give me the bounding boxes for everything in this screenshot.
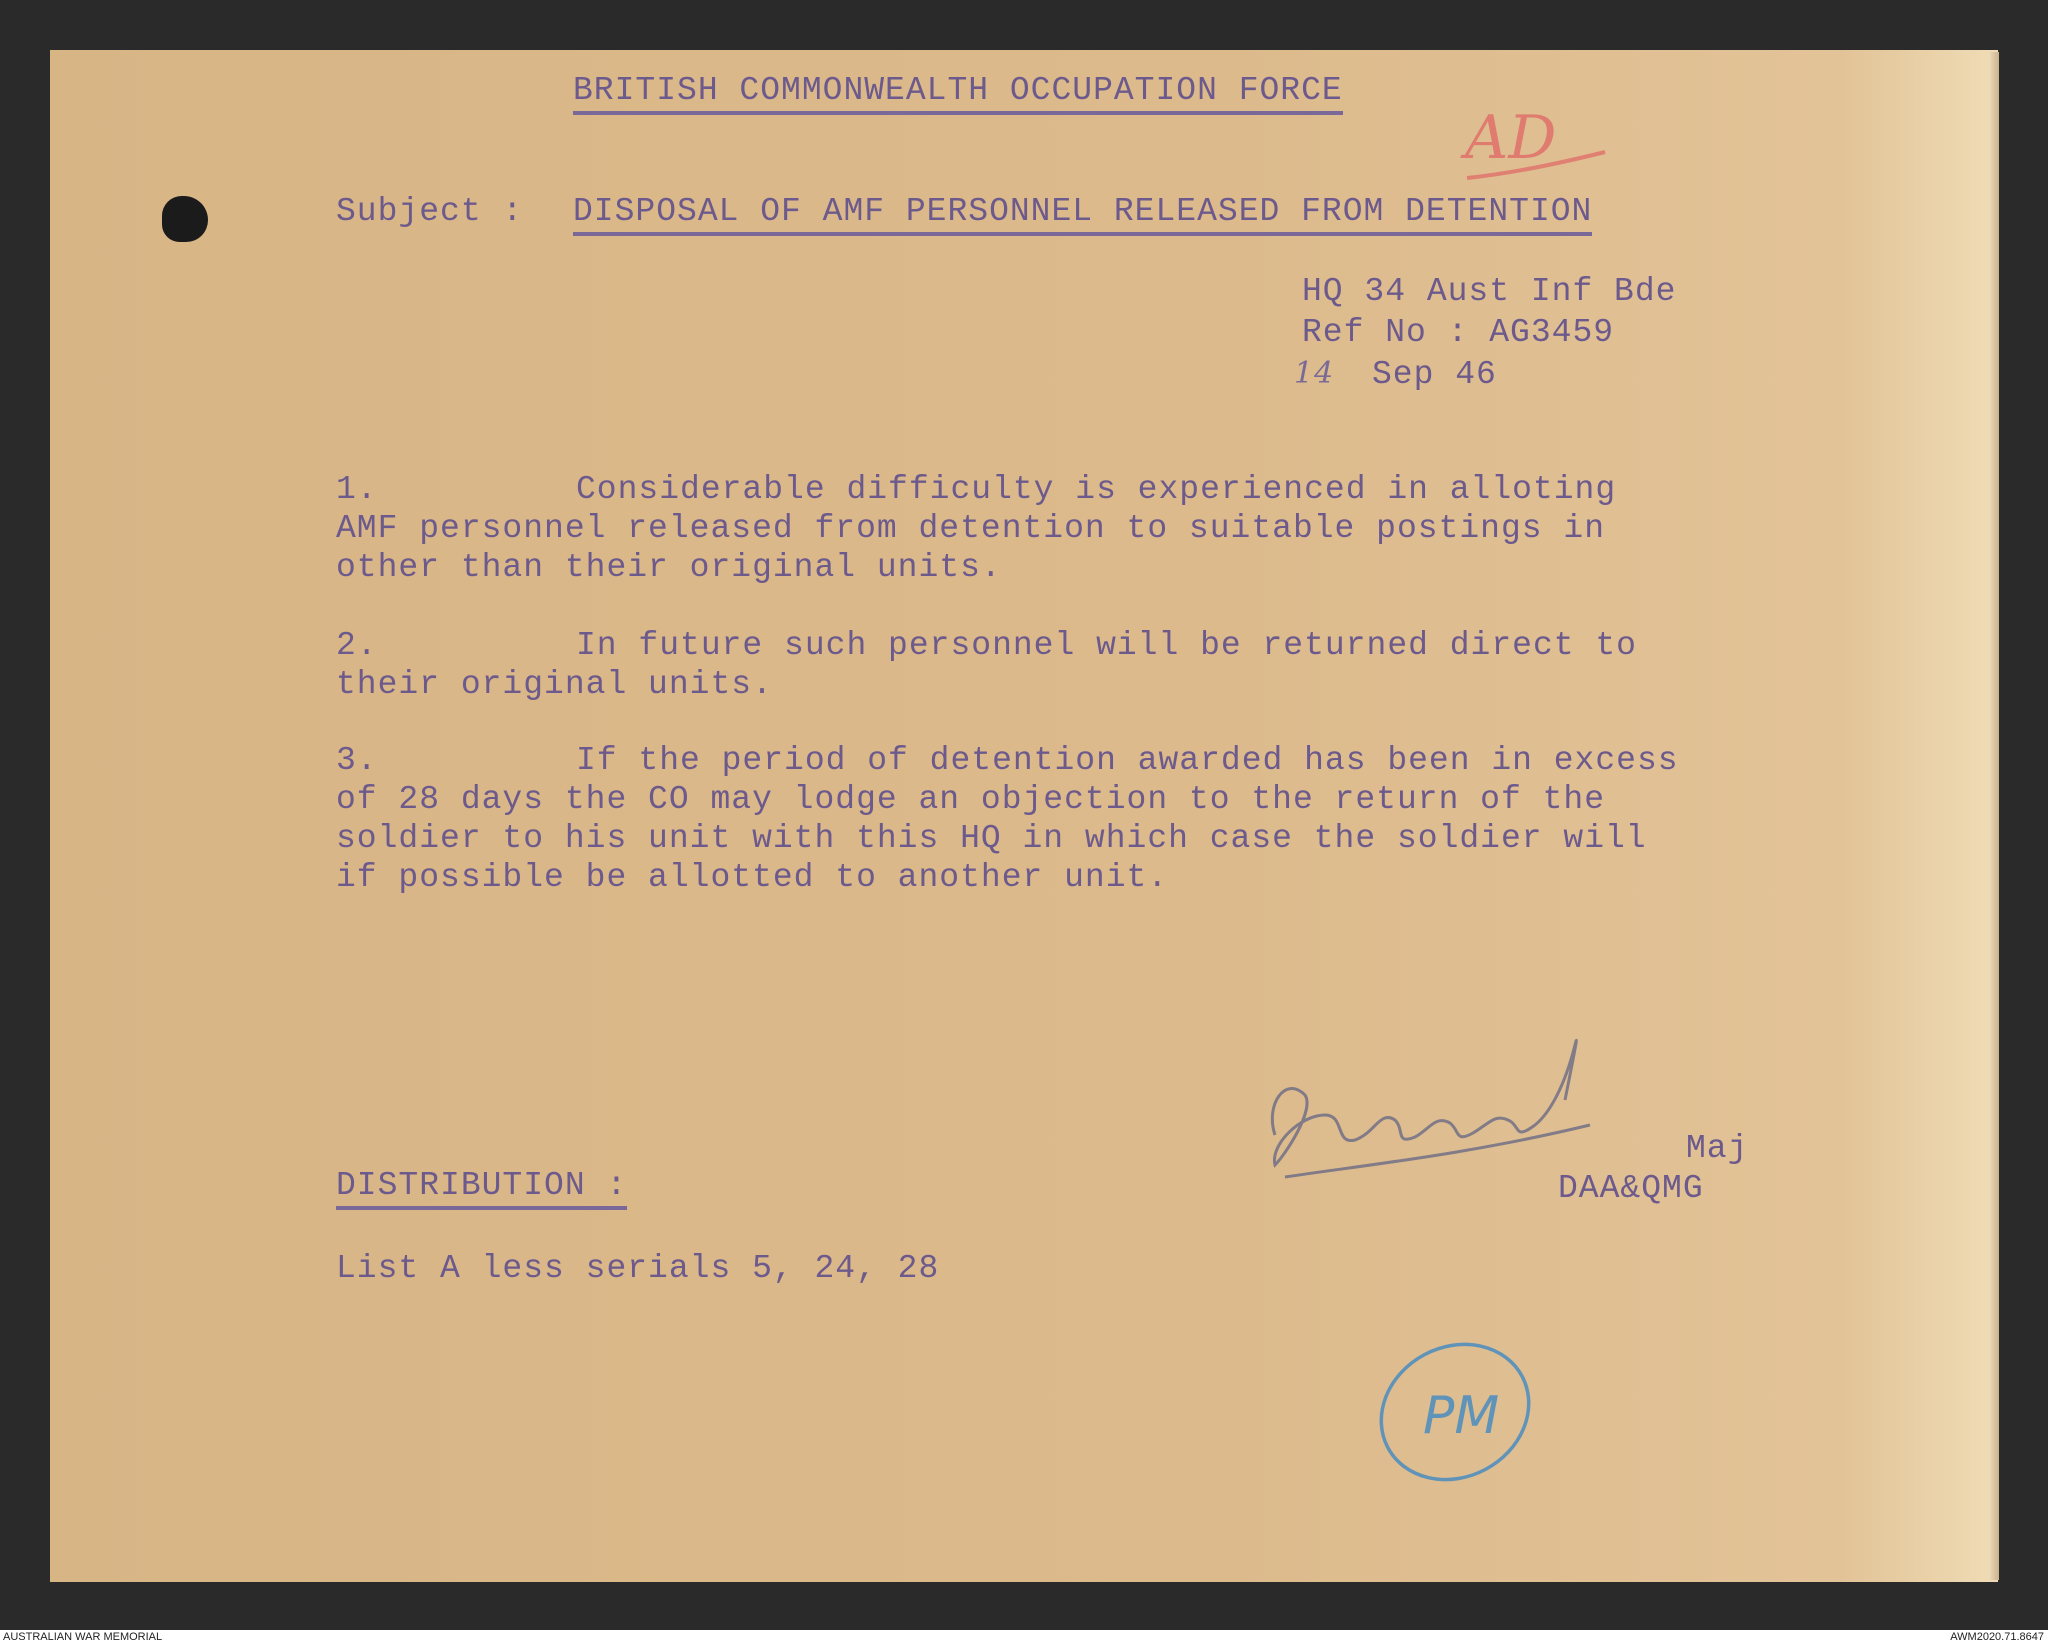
paragraph-3	[336, 741, 1836, 897]
paragraph-3-line-1: If the period of detention awarded has been in excess	[576, 742, 1679, 779]
paragraph-1-line-3: other than their original units.	[336, 549, 1002, 586]
signatory-appointment: DAA&QMG	[1558, 1170, 1704, 1207]
paragraph-3-number: 3.	[336, 742, 378, 779]
paragraph-3-line-3: soldier to his unit with this HQ in which case the soldier will	[336, 820, 1647, 857]
red-initials-annotation	[1455, 100, 1615, 185]
reference-number: Ref No : AG3459	[1302, 314, 1615, 351]
subject-title: DISPOSAL OF AMF PERSONNEL RELEASED FROM DETENTION	[573, 193, 1592, 236]
punch-hole	[162, 196, 208, 242]
reference-date: Sep 46	[1372, 356, 1497, 393]
paragraph-3-line-2: of 28 days the CO may lodge an objection to the return of the	[336, 781, 1605, 818]
red-initials-text: AD	[1465, 103, 1557, 173]
blue-initials-text: PM	[1423, 1386, 1500, 1446]
paragraph-2	[336, 626, 1836, 704]
reference-hq: HQ 34 Aust Inf Bde	[1302, 273, 1677, 310]
subject-label: Subject :	[336, 193, 524, 230]
paragraph-2-line-1: In future such personnel will be returned direct to	[576, 627, 1637, 664]
reference-date-day: 14	[1294, 356, 1335, 391]
paragraph-2-line-2: their original units.	[336, 666, 773, 703]
blue-initials-stamp	[1365, 1325, 1545, 1500]
organization-heading: BRITISH COMMONWEALTH OCCUPATION FORCE	[573, 72, 1343, 115]
footer-catalogue-number: AWM2020.71.8647	[1950, 1631, 2044, 1643]
distribution-label: DISTRIBUTION :	[336, 1167, 627, 1210]
paragraph-1-number: 1.	[336, 471, 378, 508]
footer-institution: AUSTRALIAN WAR MEMORIAL	[3, 1631, 163, 1643]
signatory-rank: Maj	[1686, 1130, 1749, 1167]
paragraph-3-line-4: if possible be allotted to another unit.	[336, 859, 1169, 896]
distribution-list: List A less serials 5, 24, 28	[336, 1250, 940, 1287]
paper-edge	[1990, 52, 1999, 1580]
footer-strip	[0, 1630, 2048, 1645]
paragraph-2-number: 2.	[336, 627, 378, 664]
paragraph-1	[336, 470, 1836, 587]
paragraph-1-line-2: AMF personnel released from detention to suitable postings in	[336, 510, 1605, 547]
paragraph-1-line-1: Considerable difficulty is experienced in alloting	[576, 471, 1617, 508]
